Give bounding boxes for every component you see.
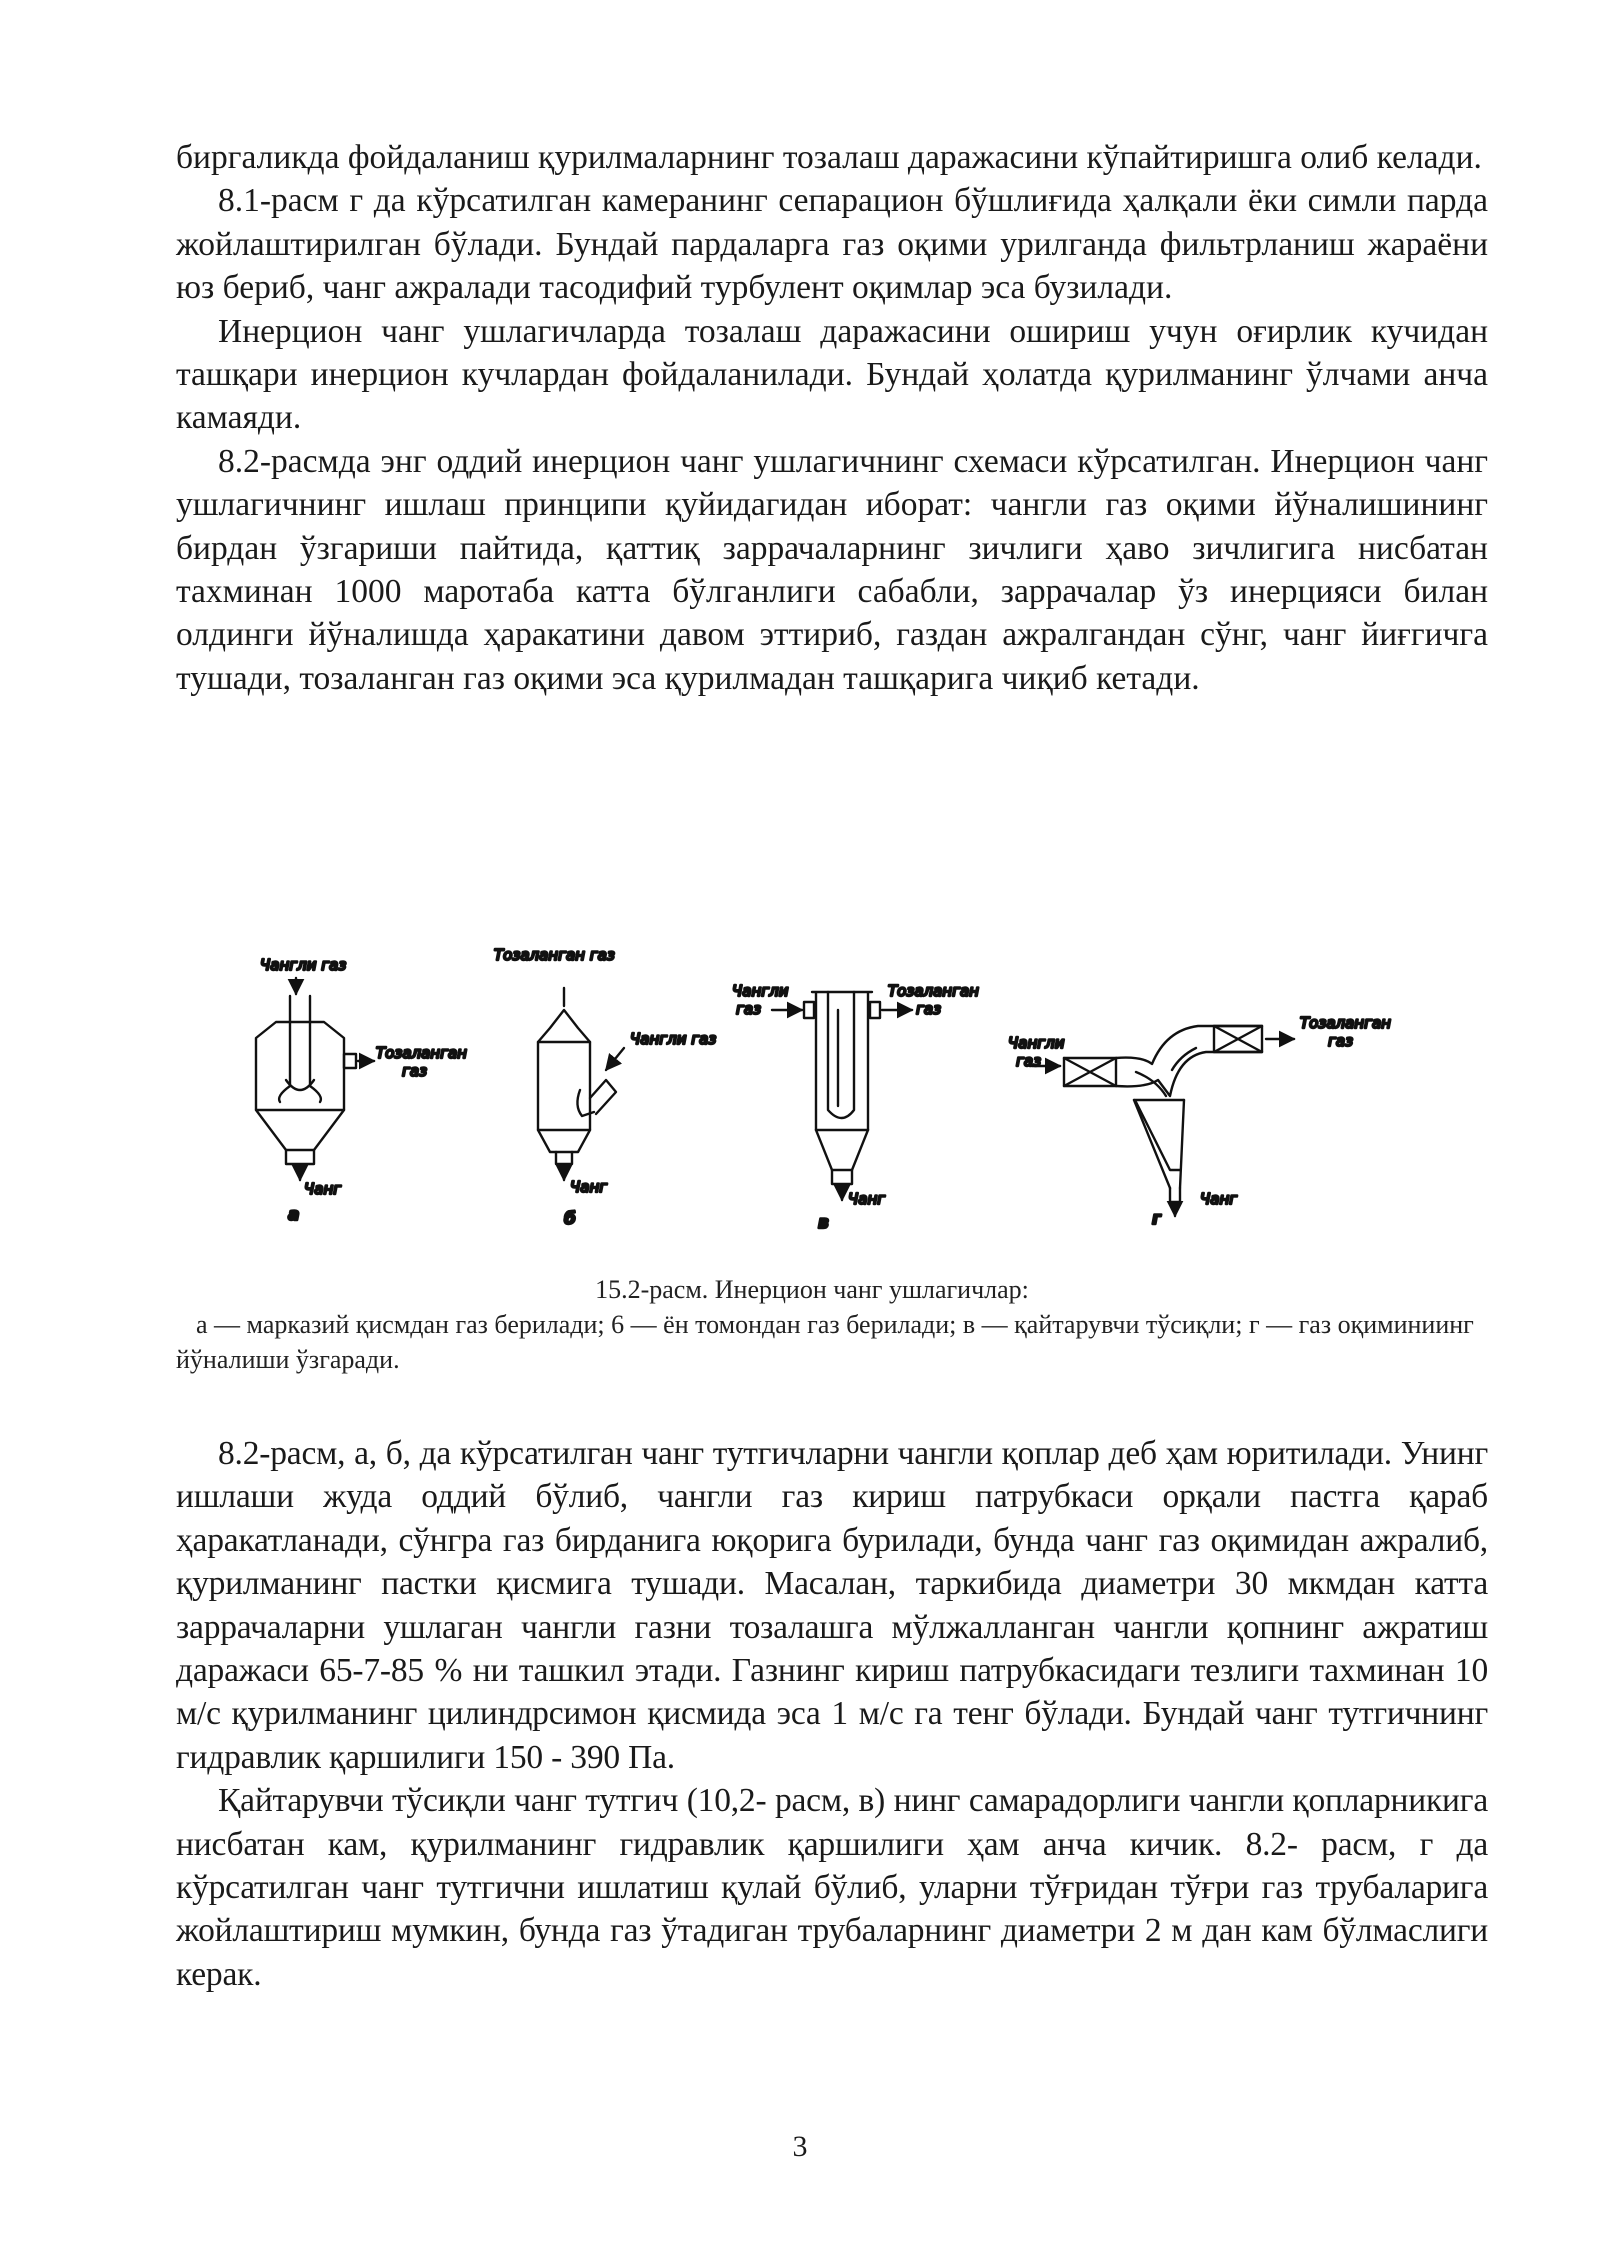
caption-title: 15.2-расм. Инерцион чанг ушлагичлар: <box>595 1275 1029 1304</box>
figure-letter-a: а <box>288 1205 300 1225</box>
figure-caption <box>176 1272 1488 1377</box>
label-v-inlet-2: газ <box>736 1000 762 1018</box>
label-v-inlet: Чангли <box>732 982 789 1000</box>
label-v-dust: Чанг <box>848 1190 886 1208</box>
label-b-dust: Чанг <box>570 1178 608 1196</box>
paragraph: биргаликда фойдаланиш қурилмаларнинг тозалаш даражасини кўпайтиришга олиб келади. <box>176 139 1482 176</box>
label-a-outlet: Тозаланган <box>376 1044 467 1062</box>
label-g-inlet-2: газ <box>1016 1052 1042 1070</box>
label-a-inlet: Чангли газ <box>260 956 347 974</box>
label-b-inlet: Чангли газ <box>630 1030 717 1048</box>
paragraph: Инерцион чанг ушлагичларда тозалаш даражасини ошириш учун оғирлик кучидан ташқари инерцион кучлардан фойдаланилади. Бундай ҳолатда қурилманинг ўлчами анча камаяди. <box>176 312 1488 437</box>
collector-g <box>1032 1026 1294 1216</box>
figure-inertial-dust-collectors <box>176 930 1488 1260</box>
label-g-inlet: Чангли <box>1008 1034 1065 1052</box>
label-v-outlet-2: газ <box>916 1000 942 1018</box>
page-number: 3 <box>792 2130 808 2163</box>
label-g-outlet: Тозаланган <box>1300 1014 1391 1032</box>
figure-letter-v: в <box>818 1213 829 1233</box>
figure-letter-g: г <box>1152 1209 1161 1229</box>
caption-description: а — марказий қисмдан газ берилади; 6 — ён томондан газ берилади; в — қайтарувчи тўсиқли; г — газ оқиминиинг йўналиши ўзгаради. <box>176 1310 1474 1374</box>
paragraph: Қайтарувчи тўсиқли чанг тутгич (10,2- расм, в) нинг самарадорлиги чангли қопларникига нисбатан кам, қурилманинг гидравлик қаршилиги ҳам анча кичик. 8.2- расм, г да кўрсатилган чанг тутгични ишлатиш қулай бўлиб, уларни тўғридан тўғри газ трубаларига жойлаштириш мумкин, бунда газ ўтадиган трубаларнинг диаметри 2 м дан кам бўлмаслиги керак. <box>176 1782 1488 1993</box>
label-a-outlet-2: газ <box>402 1062 428 1080</box>
label-a-dust: Чанг <box>304 1180 342 1198</box>
text-block-top <box>176 136 1488 700</box>
text-block-bottom <box>176 1432 1488 1996</box>
label-g-outlet-2: газ <box>1328 1032 1354 1050</box>
label-v-outlet: Тозаланган <box>888 982 979 1000</box>
paragraph: 8.2-расмда энг оддий инерцион чанг ушлагичнинг схемаси кўрсатилган. Инерцион чанг ушлагичнинг ишлаш принципи қуйидагидан иборат: чангли газ оқими йўналишининг бирдан ўзгариши пайтида, қаттиқ заррачаларнинг зичлиги ҳаво зичлигига нисбатан тахминан 1000 маротаба катта бўлганлиги сабабли, заррачалар ўз инерцияси билан олдинги йўналишда ҳаракатини давом эттириб, газдан ажралгандан сўнг, чанг йиғгичга тушади, тозаланган газ оқими эса қурилмадан ташқарига чиқиб кетади. <box>176 442 1488 697</box>
paragraph: 8.1-расм г да кўрсатилган камеранинг сепарацион бўшлиғида ҳалқали ёки симли парда жойлаштирилган бўлади. Бундай пардаларга газ оқими урилганда фильтрланиш жараёни юз бериб, чанг ажралади тасодифий турбулент оқимлар эса бузилади. <box>176 182 1488 307</box>
paragraph: 8.2-расм, а, б, да кўрсатилган чанг тутгичларни чангли қоплар деб ҳам юритилади. Унинг ишлаши жуда оддий бўлиб, чангли газ кириш патрубкаси орқали пастга қараб ҳаракатланади, сўнгра газ бирданига юқорига бурилади, бунда чанг газ оқимидан ажралиб, қурилманинг пастки қисмига тушади. Масалан, таркибида диаметри 30 мкмдан катта заррачаларни ушлаган чангли газни тозалашга мўлжалланган чангли қопнинг ажратиш даражаси 65-7-85 % ни ташкил этади. Газнинг кириш патрубкасидаги тезлиги тахминан 10 м/с қурилманинг цилиндрсимон қисмида эса 1 м/с га тенг бўлади. Бундай чанг тутгичнинг гидравлик қаршилиги 150 - 390 Па. <box>176 1435 1488 1776</box>
figure-letter-b: б <box>564 1209 576 1229</box>
label-g-dust: Чанг <box>1200 1190 1238 1208</box>
figure-diagram <box>176 930 1488 1260</box>
collector-v <box>772 992 912 1200</box>
collector-b <box>538 988 624 1180</box>
collector-a <box>256 978 374 1180</box>
label-b-outlet: Тозаланган газ <box>494 946 615 964</box>
